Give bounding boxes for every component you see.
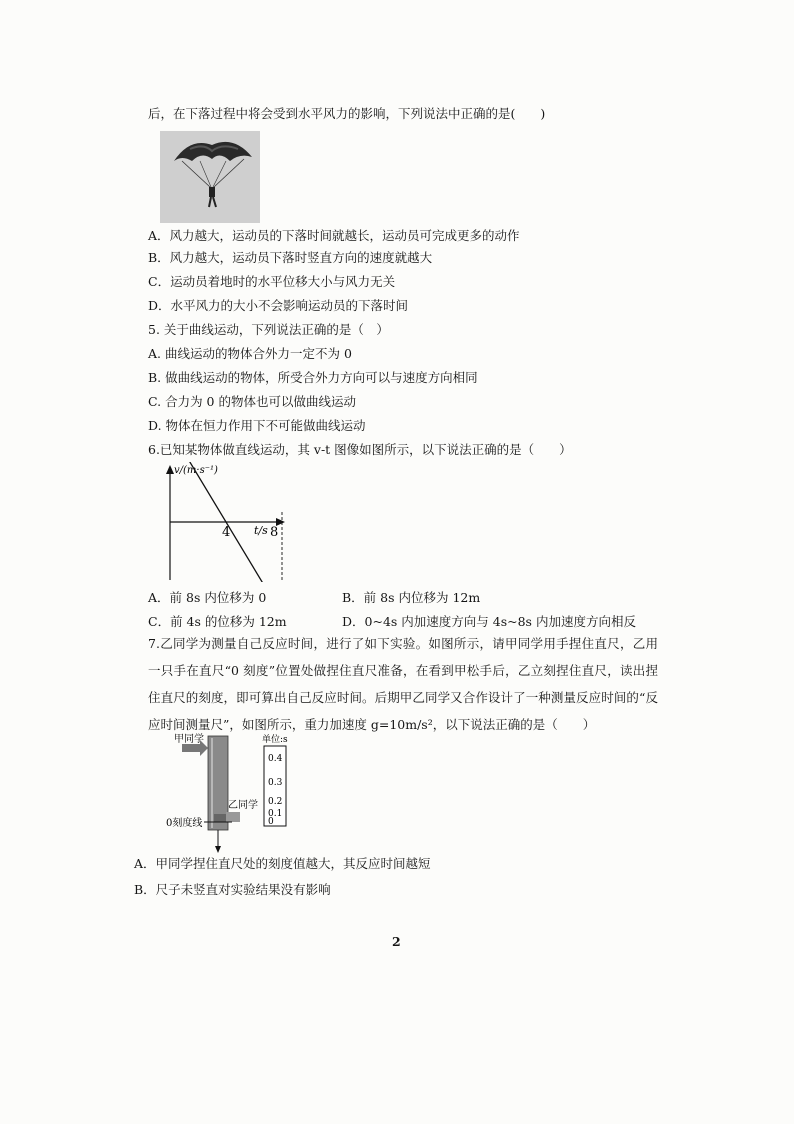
page-number: 2 [392,934,401,949]
vt-graph [140,462,290,582]
label-yi: 乙同学 [228,800,258,811]
q6-option-b: B．前 8s 内位移为 12m [342,590,481,605]
q4-stem: 后，在下落过程中将会受到水平风力的影响，下列说法中正确的是( ) [148,106,546,121]
scale-tick-0: 0 [268,817,274,827]
label-jia: 甲同学 [174,734,204,745]
q4-option-d: D．水平风力的大小不会影响运动员的下落时间 [148,298,409,313]
x-tick-label: 4 [222,525,231,540]
q5-stem: 5. 关于曲线运动，下列说法正确的是（ ） [148,322,389,337]
scale-tick-0.1: 0.1 [268,809,283,819]
q5-option-d: D. 物体在恒力作用下不可能做曲线运动 [148,418,366,433]
label-zero: 0刻度线 [166,818,203,829]
x-axis-label: t/s [254,524,268,537]
scale-unit: 单位:s [262,735,288,745]
q6-stem: 6.已知某物体做直线运动，其 v-t 图像如图所示，以下说法正确的是（ ） [148,442,572,457]
q7-option-b: B．尺子未竖直对实验结果没有影响 [134,882,331,897]
q7-option-a: A．甲同学捏住直尺处的刻度值越大，其反应时间越短 [134,856,431,871]
q4-option-c: C．运动员着地时的水平位移大小与风力无关 [148,274,396,289]
q6-option-a: A．前 8s 内位移为 0 [148,590,267,605]
scale-tick-0.4: 0.4 [268,754,283,764]
scale-tick-0.3: 0.3 [268,778,283,788]
q6-option-c: C．前 4s 的位移为 12m [148,614,287,629]
q4-option-a: A．风力越大，运动员的下落时间就越长，运动员可完成更多的动作 [148,228,520,243]
q5-option-c: C. 合力为 0 的物体也可以做曲线运动 [148,394,356,409]
q4-option-b: B．风力越大，运动员下落时竖直方向的速度就越大 [148,250,433,265]
q5-option-b: B. 做曲线运动的物体，所受合外力方向可以与速度方向相同 [148,370,478,385]
y-axis-arrow [166,465,174,474]
y-axis-label: v/(m·s⁻¹) [174,465,218,476]
ruler-figure [160,730,310,855]
parachute-photo [160,131,260,223]
q5-option-a: A. 曲线运动的物体合外力一定不为 0 [148,346,352,361]
q7-stem: 7.乙同学为测量自己反应时间，进行了如下实验。如图所示，请甲同学用手捏住直尺，乙用一只手在直尺“0 刻度”位置处做捏住直尺准备，在看到甲松手后，乙立刻捏住直尺，读出捏住直尺的刻度，即可算出自己反应时间。后期甲乙同学又合作设计了一种测量反应时间的“反应时间测量尺”，如图所示，重力加速度 g=10m/s²，以下说法正确的是（ ） [148,636,658,732]
q6-option-d: D．0~4s 内加速度方向与 4s~8s 内加速度方向相反 [342,614,636,629]
x-tick-label: 8 [270,525,279,540]
scale-tick-0.2: 0.2 [268,797,283,807]
